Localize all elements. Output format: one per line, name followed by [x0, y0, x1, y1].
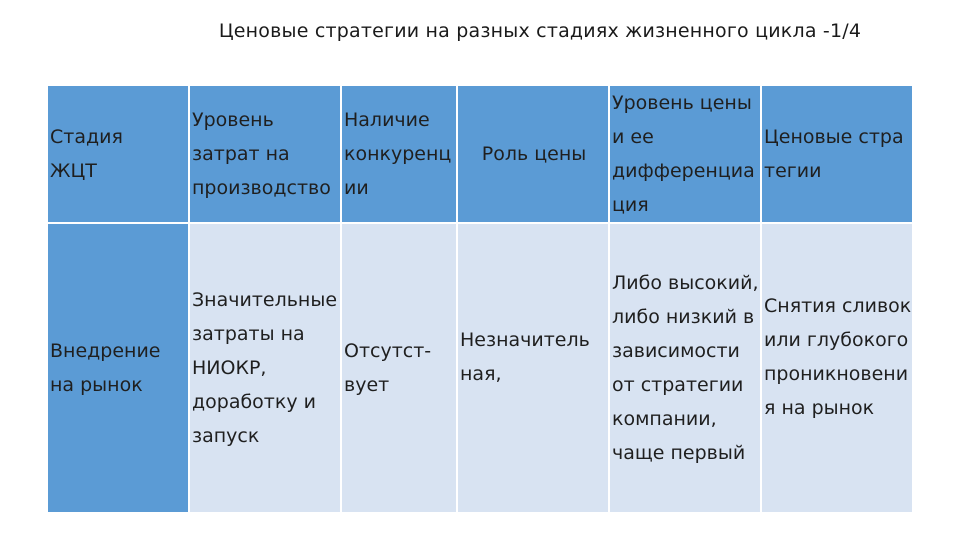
row-cell-price-role: Незначитель ная, [457, 223, 609, 513]
header-cell-price-level: Уровень цены и ее дифференциа ция [609, 85, 761, 223]
header-cell-price-role: Роль цены [457, 85, 609, 223]
row-cell-cost-level: Значительные затраты на НИОКР, доработку и запуск [189, 223, 341, 513]
slide-title: Ценовые стратегии на разных стадиях жизненного цикла -1/4 [218, 20, 862, 42]
row-cell-competition: Отсутст- вует [341, 223, 457, 513]
header-cell-competition: Наличие конкуренц ии [341, 85, 457, 223]
header-cell-cost-level: Уровень затрат на производство [189, 85, 341, 223]
row-cell-price-level: Либо высокий, либо низкий в зависимости от стратегии компании, чаще первый [609, 223, 761, 513]
header-cell-price-strategies: Ценовые стра тегии [761, 85, 913, 223]
row-cell-stage: Внедрение на рынок [47, 223, 189, 513]
strategy-table [46, 84, 914, 514]
row-cell-price-strategies: Снятия сливок или глубокого проникновени я на рынок [761, 223, 913, 513]
table-row [47, 223, 913, 513]
table-header-row [47, 85, 913, 223]
header-cell-stage: Стадия ЖЦТ [47, 85, 189, 223]
